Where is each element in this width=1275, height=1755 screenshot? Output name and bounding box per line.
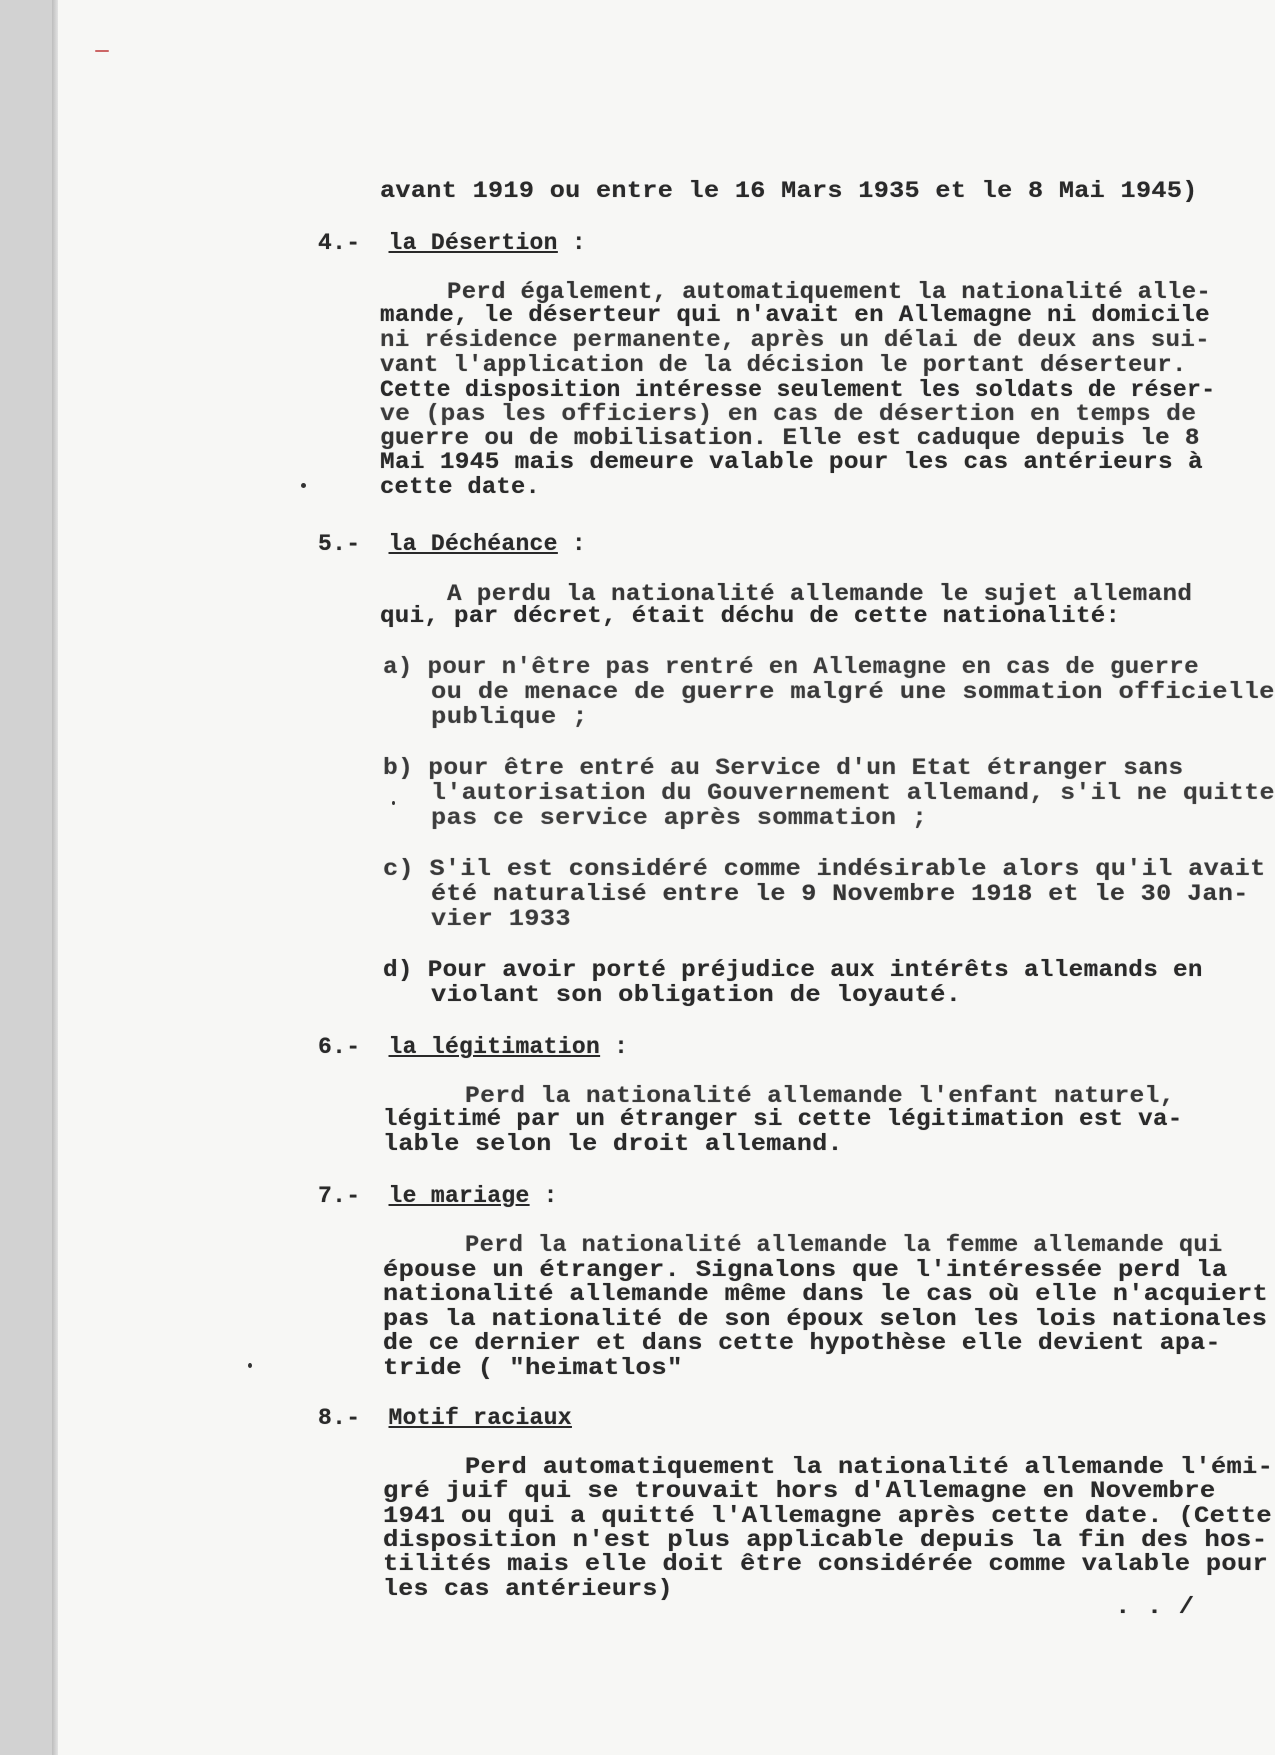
text-line: gré juif qui se trouvait hors d'Allemagne en Novembre	[383, 1478, 1216, 1504]
section-number: 4.-	[318, 230, 361, 256]
text-line: de ce dernier et dans cette hypothèse elle devient apa-	[383, 1330, 1221, 1356]
text-line: a) pour n'être pas rentré en Allemagne en cas de guerre	[383, 654, 1199, 680]
text-line: d) Pour avoir porté préjudice aux intérêts allemands en	[383, 957, 1203, 983]
section-heading	[318, 1183, 558, 1209]
text-line: été naturalisé entre le 9 Novembre 1918 et le 30 Jan-	[431, 881, 1249, 907]
text-line: mande, le déserteur qui n'avait en Allemagne ni domicile	[380, 302, 1211, 328]
text-line: ou de menace de guerre malgré une sommation officielle	[431, 679, 1275, 705]
text-line: disposition n'est plus applicable depuis la fin des hos-	[383, 1527, 1268, 1553]
section-number: 6.-	[318, 1034, 361, 1060]
section-heading	[318, 1034, 628, 1060]
text-line: publique ;	[431, 704, 588, 730]
text-line: cette date.	[380, 474, 541, 500]
text-line: lable selon le droit allemand.	[383, 1131, 843, 1157]
text-line: Perd la nationalité allemande l'enfant naturel,	[465, 1083, 1175, 1109]
text-line: guerre ou de mobilisation. Elle est caduque depuis le 8	[380, 425, 1200, 451]
section-heading	[318, 1405, 572, 1431]
text-line: c) S'il est considéré comme indésirable alors qu'il avait	[383, 856, 1266, 882]
text-line: violant son obligation de loyauté.	[431, 982, 962, 1008]
text-line: pas la nationalité de son époux selon les lois nationales	[383, 1306, 1268, 1332]
section-title: la Désertion	[388, 230, 558, 256]
text-line: ni résidence permanente, après un délai de deux ans sui-	[380, 327, 1211, 353]
text-line: l'autorisation du Gouvernement allemand, s'il ne quitte	[431, 780, 1275, 806]
text-line: pas ce service après sommation ;	[431, 805, 928, 831]
text-line: b) pour être entré au Service d'un Etat étranger sans	[383, 755, 1184, 781]
section-separator: :	[557, 230, 586, 256]
section-title: la légitimation	[388, 1034, 601, 1060]
ink-speck	[392, 801, 395, 805]
section-number: 8.-	[318, 1405, 361, 1431]
text-line: les cas antérieurs)	[383, 1576, 673, 1602]
ink-speck	[301, 483, 306, 488]
text-line: épouse un étranger. Signalons que l'intéressée perd la	[383, 1257, 1228, 1283]
text-line: Cette disposition intéresse seulement les soldats de réser-	[380, 377, 1216, 403]
section-number: 5.-	[318, 531, 361, 557]
section-separator: :	[529, 1183, 558, 1209]
text-line: avant 1919 ou entre le 16 Mars 1935 et le 8 Mai 1945)	[380, 178, 1198, 204]
text-line: vier 1933	[431, 906, 571, 932]
section-title: le mariage	[388, 1183, 530, 1209]
section-heading	[318, 531, 586, 557]
text-line: Perd la nationalité allemande la femme allemande qui	[465, 1232, 1223, 1258]
text-line: qui, par décret, était déchu de cette nationalité:	[380, 603, 1121, 629]
text-line: nationalité allemande même dans le cas où elle n'acquiert	[383, 1281, 1269, 1307]
text-line: ve (pas les officiers) en cas de désertion en temps de	[380, 401, 1197, 427]
section-separator: :	[600, 1034, 629, 1060]
ink-speck	[95, 50, 109, 52]
text-line: 1941 ou qui a quitté l'Allemagne après cette date. (Cette	[383, 1503, 1273, 1529]
text-line: légitimé par un étranger si cette légitimation est va-	[383, 1106, 1183, 1132]
section-separator: :	[557, 531, 586, 557]
text-line: vant l'application de la décision le portant déserteur.	[380, 352, 1187, 378]
section-heading	[318, 230, 586, 256]
text-line: Perd automatiquement la nationalité allemande l'émi-	[465, 1454, 1274, 1480]
text-line: Mai 1945 mais demeure valable pour les cas antérieurs à	[380, 449, 1203, 475]
text-line: tride ( "heimatlos"	[383, 1355, 683, 1381]
continuation-mark: . . /	[1115, 1594, 1195, 1620]
text-line: tilités mais elle doit être considérée comme valable pour	[383, 1551, 1269, 1577]
section-title: la Déchéance	[388, 531, 558, 557]
ink-speck	[248, 1363, 252, 1368]
text-line: A perdu la nationalité allemande le sujet allemand	[447, 581, 1193, 607]
text-line: Perd également, automatiquement la nationalité alle-	[447, 279, 1212, 305]
section-number: 7.-	[318, 1183, 361, 1209]
section-title: Motif raciaux	[388, 1405, 572, 1431]
